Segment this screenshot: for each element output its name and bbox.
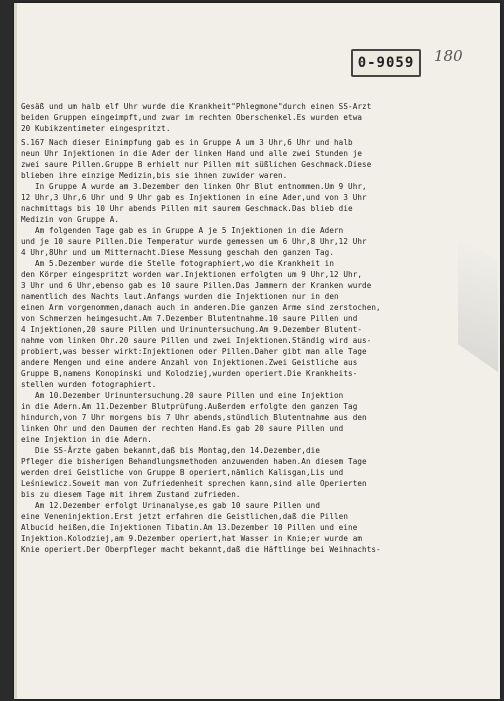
text-line: 3 Uhr und 6 Uhr,ebenso gab es 10 saure Pillen.Das Jammern der Kranken wurde [21, 281, 372, 290]
text-line: beiden Gruppen eingeimpft,und zwar im rechten Oberschenkel.Es wurden etwa [21, 113, 363, 122]
text-line: Am 5.Dezember wurde die Stelle fotographiert,wo die Krankheit in [21, 259, 335, 268]
document-page [14, 3, 500, 699]
text-line: den Körper eingespritzt worden war.Injektionen erfolgten um 9 Uhr,12 Uhr, [21, 270, 363, 279]
text-line: Am 10.Dezember Urinuntersuchung.20 saure Pillen und eine Injektion [21, 391, 344, 400]
text-line: in die Adern.Am 11.Dezember Blutprüfung.Außerdem erfolgte den ganzen Tag [21, 402, 358, 411]
text-line: probiert,was besser wirkt:Injektionen oder Pillen.Daher gibt man alle Tage [21, 347, 367, 356]
text-line: bis zu diesem Tage mit ihrem Zustand zufrieden. [21, 490, 241, 499]
text-line: 4 Injektionen,20 saure Pillen und Urinuntersuchung.Am 9.Dezember Blutent- [21, 325, 363, 334]
text-line: nachmittags bis 10 Uhr abends Pillen mit saurem Geschmack.Das blieb die [21, 204, 353, 213]
text-line: einen Arm vorgenommen,danach auch in anderen.Die ganzen Arme sind zerstochen, [21, 303, 381, 312]
text-line: 12 Uhr,3 Uhr,6 Uhr und 9 Uhr gab es Injektionen in eine Ader,und von 3 Uhr [21, 193, 367, 202]
text-line: werden drei Geistliche von Gruppe B operiert,nämlich Kalisgan,Lis und [21, 468, 344, 477]
text-line: zwei saure Pillen.Gruppe B erhielt nur Pillen mit süßlichen Geschmack.Diese [21, 160, 372, 169]
text-line: Am folgenden Tage gab es in Gruppe A je 5 Injektionen in die Adern [21, 226, 344, 235]
text-line: In Gruppe A wurde am 3.Dezember den linken Ohr Blut entnommen.Um 9 Uhr, [21, 182, 367, 191]
text-line: Gesäß und um halb elf Uhr wurde die Krankheit"Phlegmone"durch einen SS-Arzt [21, 102, 372, 111]
text-line: neun Uhr Injektionen in die Ader der linken Hand und alle zwei Stunden je [21, 149, 363, 158]
page-edge [14, 3, 17, 699]
text-line: nahme vom linken Ohr.20 saure Pillen und zwei Injektionen.Ständig wird aus- [21, 336, 372, 345]
text-line: stellen wurden fotographiert. [21, 380, 157, 389]
text-line: blieben ihre einzige Medizin,bis sie ihnen zuwider waren. [21, 171, 288, 180]
text-line: und je 10 saure Pillen.Die Temperatur wurde gemessen um 6 Uhr,8 Uhr,12 Uhr [21, 237, 367, 246]
text-line: Injektion.Kolodziej,am 9.Dezember operiert,hat Wasser in Knie;er wurde am [21, 534, 363, 543]
handwritten-page-number: 180 [434, 47, 463, 65]
text-line: hindurch,von 7 Uhr morgens bis 7 Uhr abends,stündlich Blutentnahme aus den [21, 413, 367, 422]
text-line: eine Veneninjektion.Erst jetzt erfahren die Geistlichen,daß die Pillen [21, 512, 349, 521]
text-line: Am 12.Dezember erfolgt Urinanalyse,es gab 10 saure Pillen und [21, 501, 320, 510]
text-line: Medizin von Gruppe A. [21, 215, 120, 224]
document-number-stamp: 0-9059 [351, 49, 421, 77]
text-line: Knie operiert.Der Oberpfleger macht bekannt,daß die Häftlinge bei Weihnachts- [21, 545, 381, 554]
text-line: Die SS-Ärzte gaben bekannt,daß bis Montag,den 14.Dezember,die [21, 446, 320, 455]
text-line: Leśniewicz.Soweit man von Zufriedenheit sprechen kann,sind alle Operierten [21, 479, 367, 488]
text-line: S.167 Nach dieser Einimpfung gab es in Gruppe A um 3 Uhr,6 Uhr und halb [21, 138, 353, 147]
text-line: eine Injektion in die Adern. [21, 435, 152, 444]
text-line: linken Ohr und den Daumen der rechten Hand.Es gab 20 saure Pillen und [21, 424, 344, 433]
text-line: Albucid heißen,die Injektionen Tibatin.Am 13.Dezember 10 Pillen und eine [21, 523, 358, 532]
text-line: von Schmerzen heimgesucht.Am 7.Dezember Blutentnahme.10 saure Pillen und [21, 314, 358, 323]
text-line: Gruppe B,namens Konopinski und Kolodziej,wurden operiert.Die Krankheits- [21, 369, 358, 378]
text-line: andere Mengen und eine andere Anzahl von Injektionen.Zwei Geistliche aus [21, 358, 358, 367]
text-line: 20 Kubikzentimeter eingespritzt. [21, 124, 171, 133]
text-line: 4 Uhr,8Uhr und um Mitternacht.Diese Messung geschah den ganzen Tag. [21, 248, 335, 257]
text-line: Pfleger die bisherigen Behandlungsmethoden anzuwenden haben.An diesem Tage [21, 457, 367, 466]
typewritten-body [21, 101, 491, 555]
text-line: namentlich des Nachts laut.Anfangs wurden die Injektionen nur in den [21, 292, 339, 301]
